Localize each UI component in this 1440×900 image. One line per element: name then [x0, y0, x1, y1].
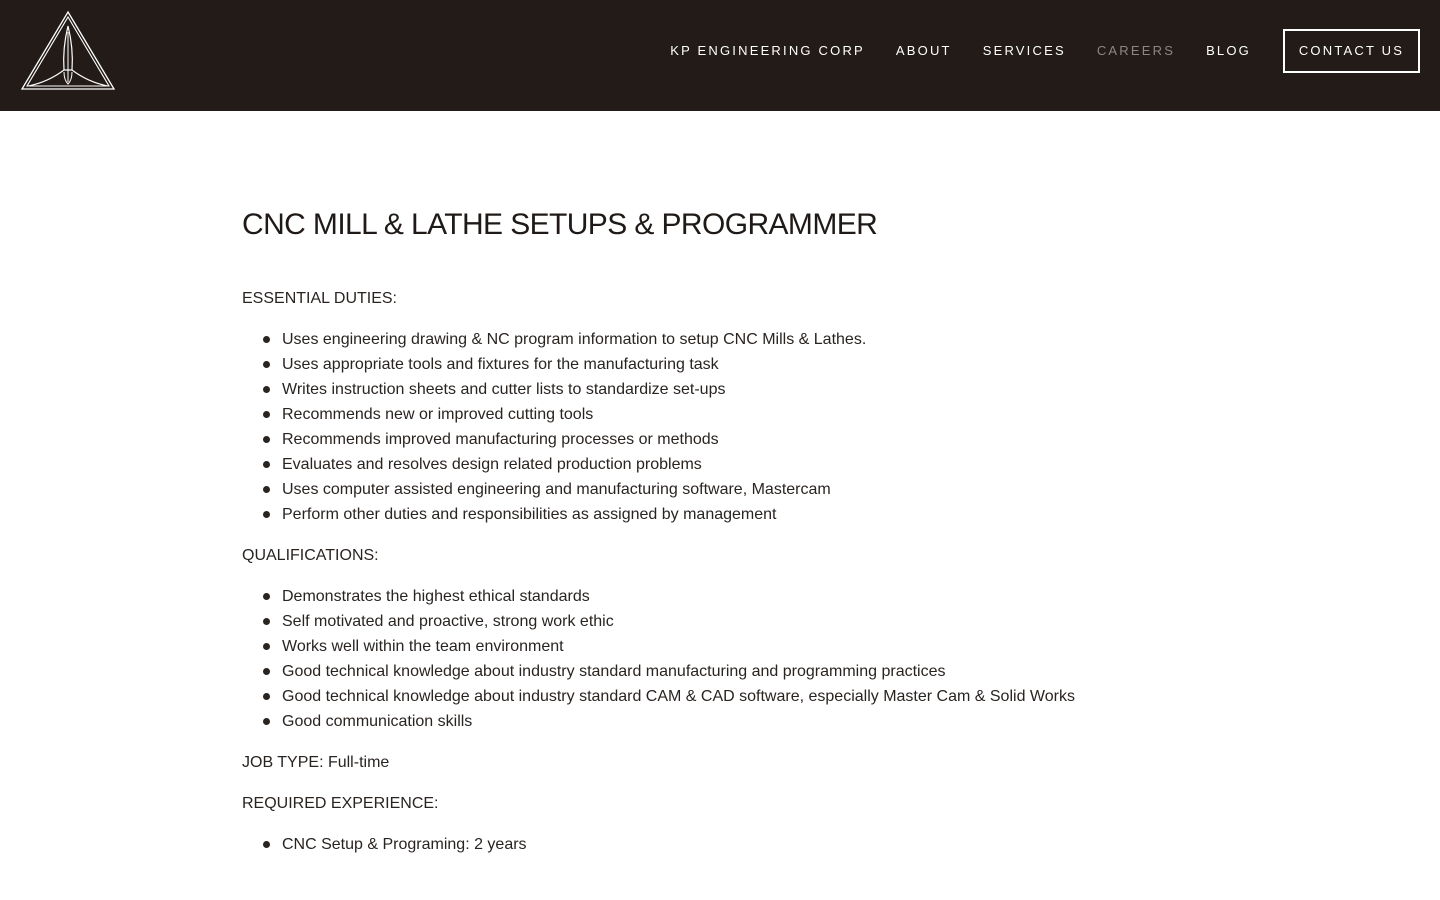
essential-duties-heading: ESSENTIAL DUTIES:	[242, 290, 397, 307]
list-item: Uses computer assisted engineering and manufacturing software, Mastercam	[282, 477, 1222, 502]
list-item: Perform other duties and responsibilities as assigned by management	[282, 502, 1222, 527]
nav-item-blog[interactable]: BLOG	[1206, 43, 1251, 58]
list-item: Demonstrates the highest ethical standards	[282, 584, 1222, 609]
list-item: Writes instruction sheets and cutter lists to standardize set-ups	[282, 377, 1222, 402]
job-type-text: JOB TYPE: Full-time	[242, 754, 390, 771]
main-nav	[670, 0, 1440, 101]
list-item: Uses engineering drawing & NC program information to setup CNC Mills & Lathes.	[282, 327, 1222, 352]
nav-item-about[interactable]: ABOUT	[895, 43, 952, 58]
list-item: Self motivated and proactive, strong work ethic	[282, 609, 1222, 634]
list-item: CNC Setup & Programing: 2 years	[282, 832, 1222, 857]
list-item: Evaluates and resolves design related production problems	[282, 452, 1222, 477]
contact-us-button[interactable]: CONTACT US	[1283, 29, 1420, 73]
triangle-rocket-logo-icon[interactable]	[20, 10, 116, 92]
page-title: CNC MILL & LATHE SETUPS & PROGRAMMER	[242, 208, 878, 241]
duties-list	[242, 327, 1222, 527]
list-item: Works well within the team environment	[282, 634, 1222, 659]
list-item: Good communication skills	[282, 709, 1222, 734]
list-item: Uses appropriate tools and fixtures for the manufacturing task	[282, 352, 1222, 377]
nav-item-kp-engineering-corp[interactable]: KP ENGINEERING CORP	[670, 43, 865, 58]
required-experience-heading: REQUIRED EXPERIENCE:	[242, 795, 439, 812]
qualifications-heading: QUALIFICATIONS:	[242, 547, 379, 564]
site-header	[0, 0, 1440, 111]
job-posting	[242, 205, 1222, 857]
qualifications-list	[242, 584, 1222, 734]
nav-item-services[interactable]: SERVICES	[982, 43, 1066, 58]
list-item: Recommends new or improved cutting tools	[282, 402, 1222, 427]
nav-item-careers[interactable]: CAREERS	[1096, 43, 1176, 58]
experience-list	[242, 832, 1222, 857]
list-item: Good technical knowledge about industry standard manufacturing and programming practices	[282, 659, 1222, 684]
list-item: Good technical knowledge about industry standard CAM & CAD software, especially Master Cam & Solid Works	[282, 684, 1222, 709]
list-item: Recommends improved manufacturing processes or methods	[282, 427, 1222, 452]
